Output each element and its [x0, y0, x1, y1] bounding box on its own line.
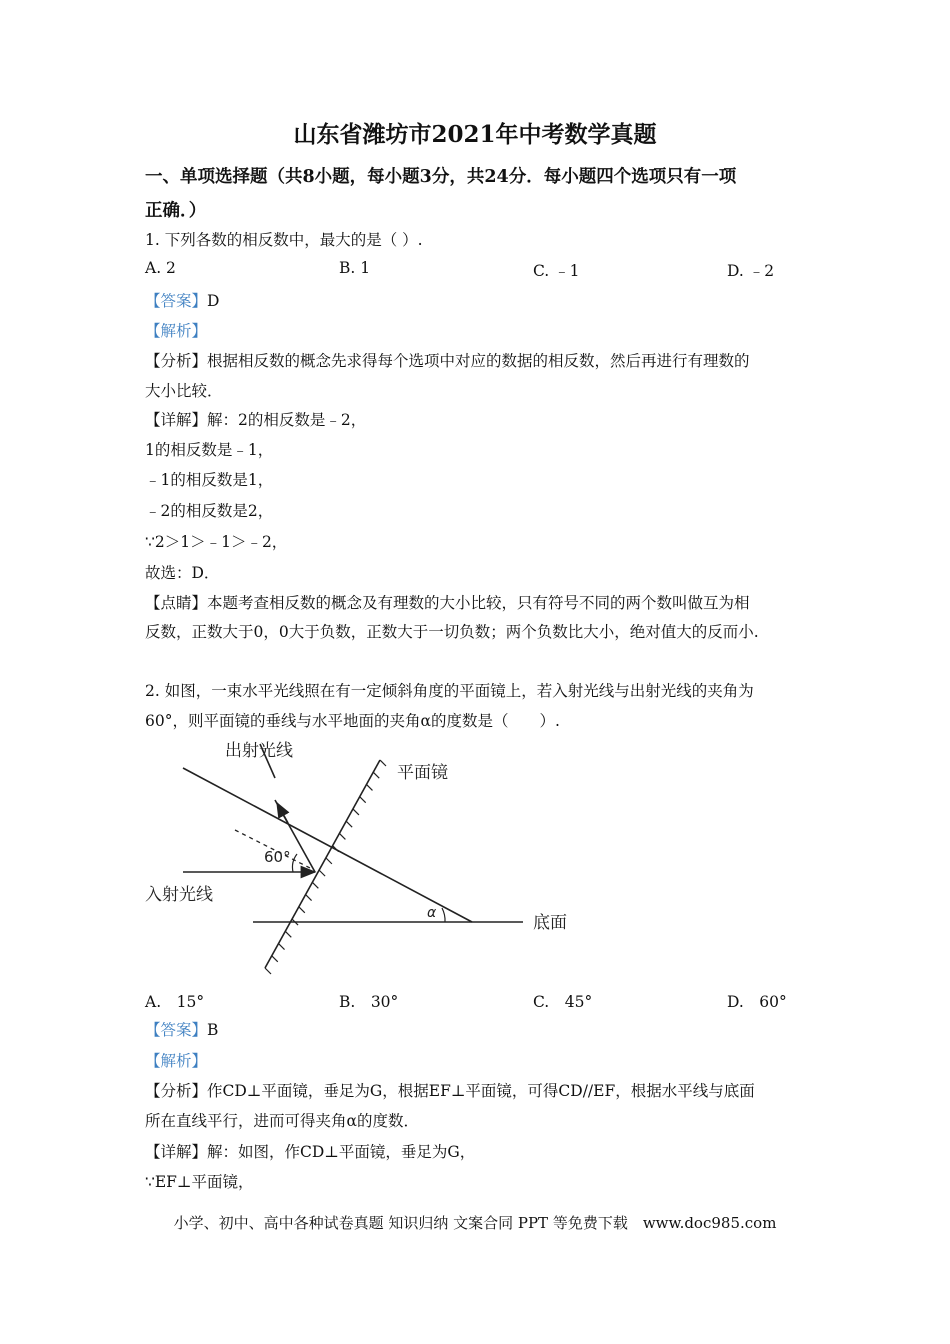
mirror-hatch-mark [366, 784, 372, 790]
analysis-tag: 【解析】 [145, 322, 208, 340]
q2-step1: ∵EF⊥平面镜， [145, 1173, 254, 1191]
mirror-hatch-mark [339, 833, 345, 839]
mirror-hatch-mark [353, 809, 359, 815]
page-title: 山东省潍坊市2021年中考数学真题 [293, 121, 657, 148]
mirror-hatch-mark [279, 944, 285, 950]
answer-value: B [207, 1021, 219, 1039]
mirror-hatch-mark [272, 956, 278, 962]
q1-analysis-tag [145, 320, 207, 342]
q2-option-d: D. 60° [727, 993, 787, 1011]
label-in: 入射光线 [145, 885, 213, 905]
dianjing-tag: 【点睛】 [145, 594, 208, 612]
q1-dianjing-line1 [145, 592, 750, 614]
q1-answer [145, 290, 219, 312]
xiangjie-text: 解：2的相反数是﹣2， [207, 411, 367, 429]
q1-stem: 1. 下列各数的相反数中，最大的是（ ）. [145, 231, 423, 249]
mirror-hatch-mark [306, 895, 312, 901]
mirror-hatch-mark [265, 968, 271, 974]
mirror-hatch-mark [373, 772, 379, 778]
dianjing-text: 本题考查相反数的概念及有理数的大小比较，只有符号不同的两个数叫做互为相 [207, 594, 750, 612]
label-alpha: α [427, 905, 437, 921]
fenxi-tag: 【分析】 [145, 352, 208, 370]
mirror-hatch-mark [285, 931, 291, 937]
q1-option-b: B. 1 [339, 259, 371, 277]
mirror-hatch-mark [319, 870, 325, 876]
mirror-hatch-mark [312, 882, 318, 888]
mirror-hatch-mark [380, 760, 386, 766]
xiangjie-tag: 【详解】 [145, 1143, 208, 1161]
q1-fenxi-line2: 大小比较． [145, 382, 223, 400]
q1-step3: ﹣2的相反数是2， [145, 502, 274, 520]
answer-tag: 【答案】 [145, 1021, 208, 1039]
alpha-arc [442, 908, 445, 922]
fenxi-text: 作CD⊥平面镜，垂足为G，根据EF⊥平面镜，可得CD//EF，根据水平线与底面 [207, 1082, 755, 1100]
q2-stem-line1: 2. 如图，一束水平光线照在有一定倾斜角度的平面镜上，若入射光线与出射光线的夹角为 [145, 682, 754, 700]
section-heading-line1: 一、单项选择题（共8小题，每小题3分，共24分．每小题四个选项只有一项 [145, 167, 737, 187]
q1-option-d: D. ﹣2 [727, 262, 775, 280]
label-ground: 底面 [533, 913, 567, 933]
mirror-hatch-mark [326, 858, 332, 864]
q1-step5: 故选：D． [145, 564, 220, 582]
label-angle: 60° [264, 848, 291, 866]
q1-xiangjie [145, 409, 366, 431]
xiangjie-text: 解：如图，作CD⊥平面镜，垂足为G， [207, 1143, 476, 1161]
section-heading-line2: 正确．） [145, 201, 207, 221]
analysis-tag: 【解析】 [145, 1052, 208, 1070]
q2-xiangjie [145, 1141, 475, 1163]
mirror-hatch-mark [360, 797, 366, 803]
q1-step1: 1的相反数是﹣1， [145, 441, 274, 459]
q2-stem-line2: 60°，则平面镜的垂线与水平地面的夹角α的度数是（ ）. [145, 712, 560, 730]
q2-analysis-tag [145, 1050, 207, 1072]
fenxi-tag: 【分析】 [145, 1082, 208, 1100]
q2-answer [145, 1019, 218, 1041]
label-out: 出射光线 [225, 741, 293, 761]
q2-fenxi-line1 [145, 1080, 755, 1102]
angle-60-arc [292, 854, 297, 872]
normal-line [183, 768, 472, 922]
q2-fenxi-line2: 所在直线平行，进而可得夹角α的度数． [145, 1112, 419, 1130]
label-mirror: 平面镜 [397, 763, 448, 783]
q2-option-c: C. 45° [533, 993, 593, 1011]
mirror-light-figure [145, 738, 585, 980]
answer-value: D [207, 292, 220, 310]
q1-option-a: A. 2 [145, 259, 176, 277]
page-footer: 小学、初中、高中各种试卷真题 知识归纳 文案合同 PPT 等免费下载 www.doc985.com [173, 1214, 777, 1232]
q2-option-a: A. 15° [145, 993, 205, 1011]
xiangjie-tag: 【详解】 [145, 411, 208, 429]
q1-fenxi-line1 [145, 350, 750, 372]
answer-tag: 【答案】 [145, 292, 208, 310]
mirror-hatch-mark [299, 907, 305, 913]
q1-option-c: C. ﹣1 [533, 262, 580, 280]
q2-option-b: B. 30° [339, 993, 399, 1011]
q1-dianjing-line2: 反数，正数大于0，0大于负数，正数大于一切负数；两个负数比大小，绝对值大的反而小. [145, 623, 759, 641]
q1-step2: ﹣1的相反数是1， [145, 471, 274, 489]
fenxi-text: 根据相反数的概念先求得每个选项中对应的数据的相反数，然后再进行有理数的 [207, 352, 750, 370]
mirror-hatch-mark [346, 821, 352, 827]
q1-step4: ∵2＞1＞﹣1＞﹣2， [145, 533, 288, 551]
